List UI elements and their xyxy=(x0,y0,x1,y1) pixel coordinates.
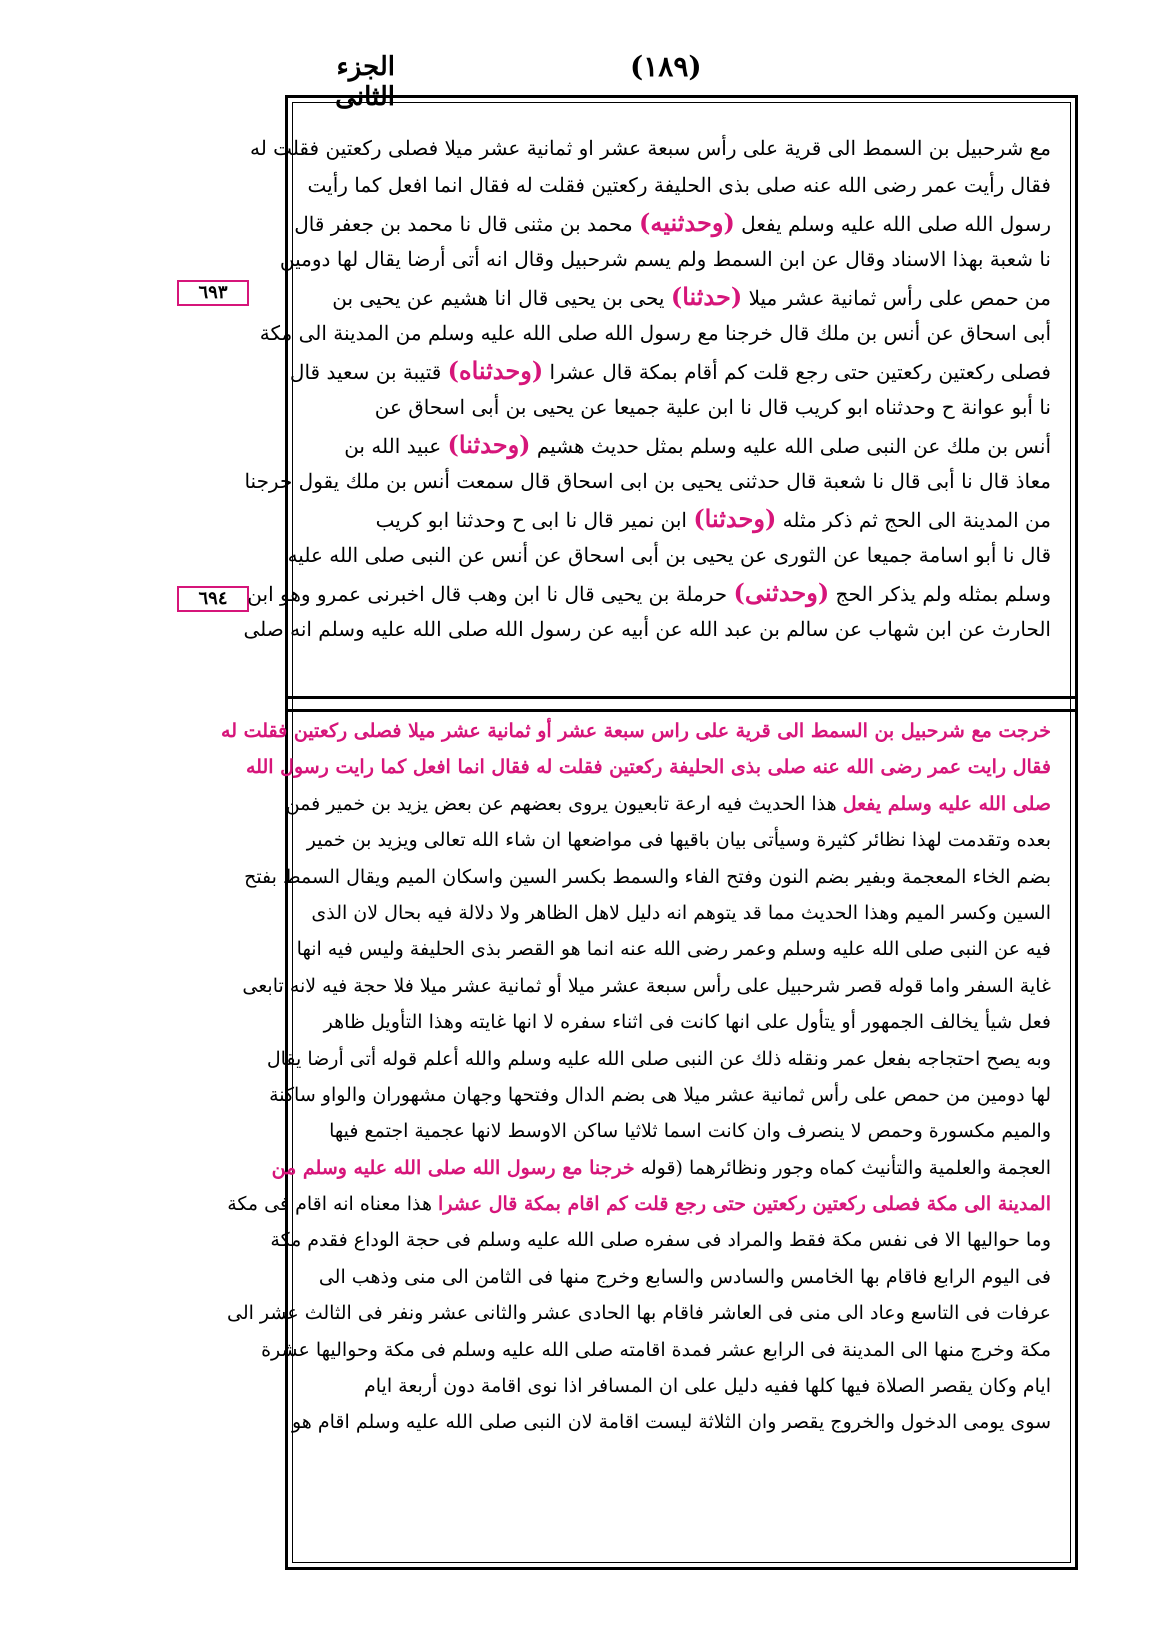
commentary-segment: لها دومين من حمص على رأس ثمانية عشر ميلا هى بضم الدال وفتحها وجهان مشهوران والواو ساكنة xyxy=(269,1083,1051,1106)
commentary-line xyxy=(312,1113,1051,1149)
commentary-segment: هذا معناه انه اقام فى مكة xyxy=(227,1193,439,1216)
commentary-segment: والميم مكسورة وحمص لا ينصرف وان كانت اسما ثلاثيا ساكن الاوسط لانها عجمية اجتمع فيها xyxy=(329,1120,1051,1143)
text-segment: يحى بن يحيى قال انا هشيم عن يحيى بن xyxy=(332,286,671,310)
narration-marker: (وحدثنى) xyxy=(733,578,830,607)
text-segment: أنس بن ملك عن النبى صلى الله عليه وسلم بمثل حديث هشيم xyxy=(530,434,1051,458)
commentary-line xyxy=(245,749,1051,785)
commentary-line xyxy=(312,1368,1051,1404)
commentary-text xyxy=(221,713,1051,1441)
text-segment: حرملة بن يحيى قال نا ابن وهب قال اخبرنى عمرو وهو ابن xyxy=(247,582,734,606)
commentary-segment: فيه عن النبى صلى الله عليه وسلم وعمر رضى الله عنه انما هو القصر بذى الحليفة وليس فيه انها xyxy=(296,938,1051,961)
narration-marker: (وحدثناه) xyxy=(447,356,544,385)
commentary-line xyxy=(227,1186,1051,1222)
commentary-line xyxy=(312,1259,1051,1295)
quoted-matn: خرجنا مع رسول الله صلى الله عليه وسلم من xyxy=(271,1156,635,1179)
commentary-line xyxy=(296,931,1051,967)
text-line: معاذ قال نا أبى قال نا شعبة قال حدثنى يحيى بن ابى اسحاق قال سمعت أنس بن ملك يقول خرجنا xyxy=(244,469,1051,493)
commentary-line xyxy=(242,968,1051,1004)
quoted-matn: خرجت مع شرحبيل بن السمط الى قرية على راس سبعة عشر أو ثمانية عشر ميلا فصلى ركعتين فقلت له xyxy=(221,720,1051,742)
commentary-segment: وبه يصح احتجاجه بفعل عمر ونقله ذلك عن النبى صلى الله عليه وسلم والله أعلم قوله أتى أرضا يقال xyxy=(266,1047,1051,1070)
commentary-segment: غاية السفر واما قوله قصر شرحبيل على رأس سبعة عشر ميلا أو ثمانية عشر ميلا فلا حجة فيه لانه تابعى xyxy=(242,974,1051,997)
text-line: قال نا أبو اسامة جميعا عن الثورى عن يحيى بن أبى اسحاق عن أنس عن النبى صلى الله عليه xyxy=(287,543,1051,567)
page-frame xyxy=(221,95,1078,1570)
text-line: الحارث عن ابن شهاب عن سالم بن عبد الله عن أبيه عن رسول الله صلى الله عليه وسلم انه صلى xyxy=(243,617,1051,641)
page-number: (١٨٩) xyxy=(630,50,702,83)
commentary-segment: فى اليوم الرابع فاقام بها الخامس والسادس والسابع وخرج منها فى الثامن الى منى وذهب الى xyxy=(318,1265,1051,1288)
page-header xyxy=(285,50,1085,112)
quoted-matn: صلى الله عليه وسلم يفعل xyxy=(842,792,1051,815)
commentary-line xyxy=(244,859,1051,895)
commentary-segment: بضم الخاء المعجمة وبفير بضم النون وفتح الفاء والسمط بكسر السين واسكان الميم ويقال السمط بفتح xyxy=(244,865,1051,888)
hadith-number-marker: ٦٩٤ xyxy=(177,586,249,612)
narration-marker: (وحدثنا) xyxy=(447,430,531,459)
quoted-matn: فقال رايت عمر رضى الله عنه صلى بذى الحليفة ركعتين فقلت له فقال انما افعل كما رايت رسول الله xyxy=(245,756,1051,779)
text-line xyxy=(312,426,1051,463)
text-segment: عبيد الله بن xyxy=(344,434,448,458)
text-line xyxy=(289,352,1051,389)
narration-marker: (وحدثنا) xyxy=(693,504,777,533)
commentary-line xyxy=(269,1077,1051,1113)
commentary-line xyxy=(306,822,1051,858)
commentary-line xyxy=(312,1004,1051,1040)
text-segment: قتيبة بن سعيد قال xyxy=(289,360,448,384)
commentary-line xyxy=(270,1222,1051,1258)
text-segment: ابن نمير قال نا ابى ح وحدثنا ابو كريب xyxy=(375,508,694,532)
hadith-text xyxy=(243,130,1051,648)
text-line: أبى اسحاق عن أنس بن ملك قال خرجنا مع رسول الله صلى الله عليه وسلم من المدينة الى مكة xyxy=(259,321,1051,345)
commentary-line xyxy=(285,786,1051,822)
quoted-matn: المدينة الى مكة فصلى ركعتين ركعتين حتى رجع قلت كم اقام بمكة قال عشرا xyxy=(438,1193,1051,1216)
commentary-line xyxy=(221,713,1051,749)
commentary-line xyxy=(271,1150,1051,1186)
narration-marker: (حدثنا) xyxy=(670,282,743,311)
hadith-number-marker: ٦٩٣ xyxy=(177,280,249,306)
text-line xyxy=(312,500,1051,537)
commentary-segment: مكة وخرج منها الى المدينة فى الرابع عشر فمدة اقامته صلى الله عليه وسلم فى مكة وحواليها عشرة xyxy=(261,1338,1051,1361)
text-line: فقال رأيت عمر رضى الله عنه صلى بذى الحليفة ركعتين فقلت له فقال انما افعل كما رأيت xyxy=(307,173,1051,197)
text-line: نا أبو عوانة ح وحدثناه ابو كريب قال نا ابن علية جميعا عن يحيى بن أبى اسحاق عن xyxy=(374,395,1051,419)
commentary-segment: عرفات فى التاسع وعاد الى منى فى العاشر فاقام بها الحادى عشر والثانى عشر ونفر فى الثالث عشر الى xyxy=(226,1302,1051,1325)
text-segment: من حمص على رأس ثمانية عشر ميلا xyxy=(742,286,1051,310)
text-line xyxy=(294,204,1051,241)
volume-title: الجزء الثانى xyxy=(335,52,395,112)
commentary-segment: وما حواليها الا فى نفس مكة فقط والمراد فى سفره صلى الله عليه وسلم فى حجة الوداع فقدم مكة xyxy=(270,1229,1051,1252)
commentary-line xyxy=(312,895,1051,931)
commentary-segment: العجمة والعلمية والتأنيث كماه وجور ونظائرهما (قوله xyxy=(634,1156,1051,1179)
text-segment: من المدينة الى الحج ثم ذكر مثله xyxy=(776,508,1051,532)
section-divider xyxy=(288,696,1075,712)
commentary-segment: السين وكسر الميم وهذا الحديث مما قد يتوهم انه دليل لاهل الظاهر ولا دلالة فيه بحال لان الذى xyxy=(311,901,1051,924)
text-segment: رسول الله صلى الله عليه وسلم يفعل xyxy=(734,212,1051,236)
commentary-segment: فعل شيأ يخالف الجمهور أو يتأول على انها كانت فى اثناء سفره لا انها غايته وهذا التأويل ظاهر xyxy=(323,1011,1051,1034)
text-line xyxy=(247,574,1051,611)
commentary-segment: ايام وكان يقصر الصلاة فيها كلها ففيه دليل على ان المسافر اذا نوى اقامة دون أربعة ايام xyxy=(363,1375,1051,1398)
text-segment: محمد بن مثنى قال نا محمد بن جعفر قال xyxy=(294,212,640,236)
commentary-segment: سوى يومى الدخول والخروج يقصر وان الثلاثة ليست اقامة لان النبى صلى الله عليه وسلم اقام هو xyxy=(291,1411,1051,1434)
commentary-line xyxy=(291,1404,1051,1440)
text-line: مع شرحبيل بن السمط الى قرية على رأس سبعة عشر او ثمانية عشر ميلا فصلى ركعتين فقلت له xyxy=(250,136,1051,160)
text-line xyxy=(312,278,1051,315)
text-segment: وسلم بمثله ولم يذكر الحج xyxy=(829,582,1051,606)
text-line: نا شعبة بهذا الاسناد وقال عن ابن السمط ولم يسم شرحبيل وقال انه أتى أرضا يقال لها دومين xyxy=(279,247,1051,271)
commentary-segment: بعده وتقدمت لهذا نظائر كثيرة وسيأتى بيان باقيها فى مواضعها ان شاء الله تعالى ويزيد بن خمير xyxy=(306,829,1051,852)
commentary-line xyxy=(266,1041,1051,1077)
commentary-line xyxy=(261,1332,1051,1368)
text-segment: فصلى ركعتين ركعتين حتى رجع قلت كم أقام بمكة قال عشرا xyxy=(543,360,1051,384)
commentary-segment: هذا الحديث فيه ارعة تابعيون يروى بعضهم عن بعض يزيد بن خمير فمن xyxy=(285,792,843,815)
narration-marker: (وحدثنيه) xyxy=(639,208,735,237)
commentary-line xyxy=(226,1295,1051,1331)
